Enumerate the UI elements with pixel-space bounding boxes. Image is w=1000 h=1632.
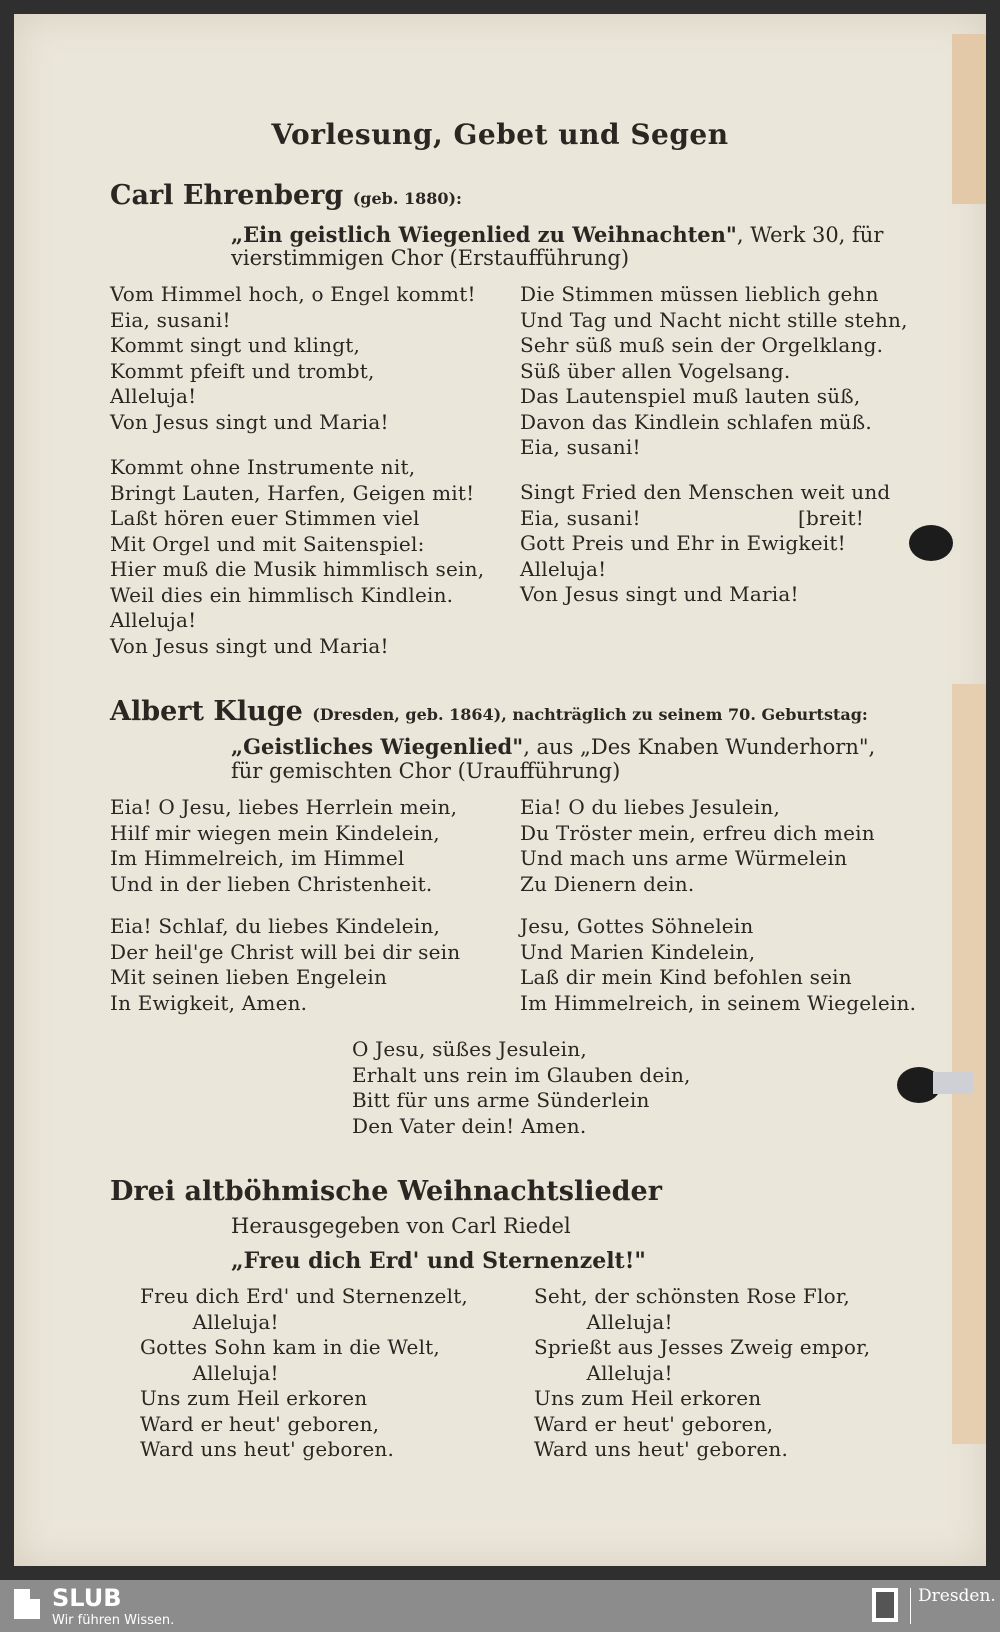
footer-divider: [910, 1588, 911, 1624]
verse-stanza: Eia! Schlaf, du liebes Kindelein, Der heil'ge Christ will bei dir sein Mit seinen lieben Engelein In Ewigkeit, Amen.: [110, 914, 461, 1015]
footer-tagline: Wir führen Wissen.: [52, 1613, 175, 1628]
verse-stanza: Eia! O du liebes Jesulein, Du Tröster mein, erfreu dich mein Und mach uns arme Würmelein Zu Dienern dein.: [520, 795, 875, 896]
verse-stanza-center: O Jesu, süßes Jesulein, Erhalt uns rein im Glauben dein, Bitt für uns arme Sünderlein Den Vater dein! Amen.: [352, 1037, 691, 1138]
verse-stanza: Seht, der schönsten Rose Flor, Alleluja! Sprießt aus Jesses Zweig empor, Alleluja! Uns zum Heil erkoren Ward er heut' geboren, Ward uns heut' geboren.: [534, 1284, 871, 1461]
composer-heading: [110, 180, 462, 211]
verse-stanza: Vom Himmel hoch, o Engel kommt! Eia, susani! Kommt singt und klingt, Kommt pfeift und trombt, Alleluja! Von Jesus singt und Maria!: [110, 282, 476, 434]
verse-stanza: Kommt ohne Instrumente nit, Bringt Lauten, Harfen, Geigen mit! Laßt hören euer Stimmen viel Mit Orgel und mit Saitenspiel: Hier muß die Musik himmlisch sein, Weil dies ein himmlisch Kindlein. Alleluja! Von Jesus singt und Maria!: [110, 455, 485, 658]
verse-stanza: Singt Fried den Menschen weit und Eia, susani! [breit! Gott Preis und Ehr in Ewigkeit! Alleluja! Von Jesus singt und Maria!: [520, 480, 891, 606]
composer-heading: [110, 696, 868, 727]
composer-note: (geb. 1880):: [352, 189, 462, 208]
verse-stanza: Freu dich Erd' und Sternenzelt, Alleluja! Gottes Sohn kam in die Welt, Alleluja! Uns zum Heil erkoren Ward er heut' geboren, Ward uns heut' geboren.: [140, 1284, 468, 1461]
work-title: „Ein geistlich Wiegenlied zu Weihnachten": [231, 222, 737, 247]
verse-stanza: Eia! O Jesu, liebes Herrlein mein, Hilf mir wiegen mein Kindelein, Im Himmelreich, im Himmel Und in der lieben Christenheit.: [110, 795, 458, 896]
footer-city-logo[interactable]: Dresden.: [918, 1586, 996, 1606]
section-heading: Drei altböhmische Weihnachtslieder: [110, 1176, 662, 1207]
work-subtitle: für gemischten Chor (Uraufführung): [231, 759, 621, 783]
dresden-crest-inner: [876, 1592, 894, 1618]
song-title: „Freu dich Erd' und Sternenzelt!": [231, 1248, 646, 1274]
page-title: Vorlesung, Gebet und Segen: [271, 118, 729, 151]
work-line: [231, 734, 875, 759]
work-line: [231, 222, 883, 247]
footer-bar: [0, 1580, 1000, 1632]
editor-credit: Herausgegeben von Carl Riedel: [231, 1214, 571, 1238]
work-rest: , aus „Des Knaben Wunderhorn",: [523, 735, 876, 759]
slub-logo-fold: [30, 1589, 40, 1599]
footer-brand[interactable]: SLUB: [52, 1584, 122, 1612]
work-subtitle: vierstimmigen Chor (Erstaufführung): [231, 246, 630, 270]
composer-name: Carl Ehrenberg: [110, 180, 344, 211]
work-title: „Geistliches Wiegenlied": [231, 734, 524, 759]
composer-name: Albert Kluge: [110, 696, 303, 727]
verse-stanza: Jesu, Gottes Söhnelein Und Marien Kindelein, Laß dir mein Kind befohlen sein Im Himmelreich, in seinem Wiegelein.: [520, 914, 917, 1015]
verse-stanza: Die Stimmen müssen lieblich gehn Und Tag und Nacht nicht stille stehn, Sehr süß muß sein der Orgelklang. Süß über allen Vogelsang. Das Lautenspiel muß lauten süß, Davon das Kindlein schlafen müß. Eia, susani!: [520, 282, 908, 459]
work-rest: , Werk 30, für: [736, 223, 884, 247]
composer-note: (Dresden, geb. 1864), nachträglich zu seinem 70. Geburtstag:: [312, 705, 868, 724]
